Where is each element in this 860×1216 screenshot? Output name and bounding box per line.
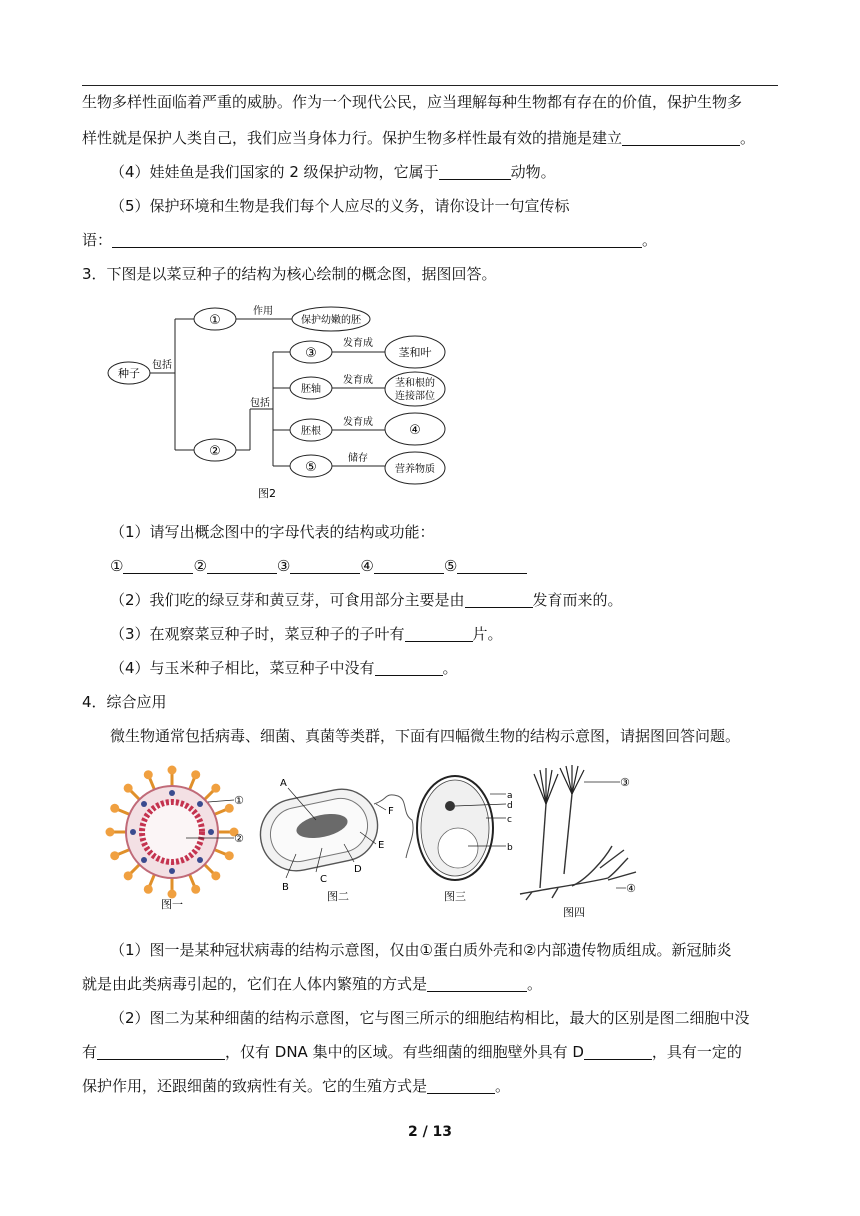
label-1: ① <box>234 794 244 807</box>
question-item: （5）保护环境和生物是我们每个人应尽的义务，请你设计一句宣传标 <box>110 197 570 215</box>
node-protect: 保护幼嫩的胚 <box>301 315 361 326</box>
question-item: （2）图二为某种细菌的结构示意图，它与图三所示的细胞结构相比，最大的区别是图二细胞中没 <box>110 1009 750 1027</box>
label-f: F <box>388 806 394 817</box>
node-4: ④ <box>409 423 421 438</box>
question-intro: 微生物通常包括病毒、细菌、真菌等类群，下面有四幅微生物的结构示意图，请据图回答问题。 <box>110 727 741 745</box>
answer-blank[interactable] <box>427 976 527 992</box>
answer-blank[interactable] <box>439 164 511 180</box>
node-3: ③ <box>305 346 317 361</box>
answer-blank[interactable] <box>290 558 360 574</box>
concept-map <box>100 296 460 506</box>
question-title: 3．下图是以菜豆种子的结构为核心绘制的概念图，据图回答。 <box>82 265 497 283</box>
node-germ: 胚轴 <box>301 384 321 395</box>
page-number: 2 / 13 <box>407 1124 453 1140</box>
node-1: ① <box>209 313 221 328</box>
label-b: b <box>507 843 513 853</box>
yeast-figure <box>410 774 520 906</box>
label-b: B <box>282 882 289 893</box>
node-2: ② <box>209 444 221 459</box>
figure-caption: 图四 <box>563 906 585 919</box>
mold-figure <box>512 764 652 924</box>
answer-blank[interactable] <box>622 130 740 146</box>
label-c: c <box>507 815 512 825</box>
edge-label: 作用 <box>253 306 273 317</box>
question-item: （3）在观察菜豆种子时，菜豆种子的子叶有 片。 <box>110 625 503 643</box>
text-line: 样性就是保护人类自己，我们应当身体力行。保护生物多样性最有效的措施是建立 。 <box>82 129 756 147</box>
node-radicle: 胚根 <box>301 426 321 437</box>
edge-label: 包括 <box>250 398 270 409</box>
label-a: a <box>507 791 513 801</box>
virus-figure <box>100 762 260 912</box>
answer-row: ① ② ③ ④ ⑤ <box>110 556 527 576</box>
edge-label: 储存 <box>348 453 368 464</box>
node-5: ⑤ <box>305 460 317 475</box>
figure-caption: 图二 <box>327 890 349 903</box>
label-4: ④ <box>626 882 636 895</box>
answer-blank[interactable] <box>97 1044 225 1060</box>
answer-blank[interactable] <box>405 626 473 642</box>
label-d: d <box>507 801 513 811</box>
node-connection: 连接部位 <box>395 391 435 402</box>
figure-caption: 图2 <box>258 487 276 500</box>
text-line: 保护作用，还跟细菌的致病性有关。它的生殖方式是 。 <box>82 1077 511 1095</box>
answer-blank[interactable] <box>427 1078 495 1094</box>
label-a: A <box>280 778 287 789</box>
label-2: ② <box>234 832 244 845</box>
answer-blank[interactable] <box>207 558 277 574</box>
node-stemleaf: 茎和叶 <box>398 346 432 359</box>
answer-blank[interactable] <box>457 558 527 574</box>
question-title: 4．综合应用 <box>82 693 167 711</box>
edge-label: 发育成 <box>343 417 373 428</box>
question-item: （1）请写出概念图中的字母代表的结构或功能： <box>110 523 435 541</box>
figure-caption: 图一 <box>161 898 183 911</box>
answer-blank[interactable] <box>584 1044 652 1060</box>
answer-blank[interactable] <box>375 660 443 676</box>
text-line: 生物多样性面临着严重的威胁。作为一个现代公民，应当理解每种生物都有存在的价值，保护生物多 <box>82 93 743 111</box>
edge-label: 发育成 <box>343 338 373 349</box>
node-seed: 种子 <box>118 367 140 380</box>
label-3: ③ <box>620 776 630 789</box>
node-connection: 茎和根的 <box>395 378 435 389</box>
text-line: 有 ，仅有 DNA 集中的区域。有些细菌的细胞壁外具有 D ，具有一定的 <box>82 1043 742 1061</box>
label-c: C <box>320 874 327 885</box>
figure-caption: 图三 <box>444 890 466 903</box>
answer-blank[interactable] <box>112 232 642 248</box>
edge-label: 发育成 <box>343 375 373 386</box>
question-item: （2）我们吃的绿豆芽和黄豆芽，可食用部分主要是由 发育而来的。 <box>110 591 623 609</box>
answer-blank[interactable] <box>465 592 533 608</box>
bacterium-figure <box>256 774 426 906</box>
question-item: （1）图一是某种冠状病毒的结构示意图，仅由①蛋白质外壳和②内部遗传物质组成。新冠肺炎 <box>110 941 732 959</box>
label-e: E <box>378 840 385 851</box>
text-line: 就是由此类病毒引起的，它们在人体内繁殖的方式是 。 <box>82 975 543 993</box>
text-line: 语： 。 <box>82 231 658 249</box>
answer-blank[interactable] <box>374 558 444 574</box>
edge-label: 包括 <box>152 360 172 371</box>
node-nutrient: 营养物质 <box>395 464 435 475</box>
label-d: D <box>354 864 362 875</box>
header-rule <box>82 85 778 86</box>
answer-blank[interactable] <box>123 558 193 574</box>
question-item: （4）娃娃鱼是我们国家的 2 级保护动物，它属于 动物。 <box>110 163 556 181</box>
question-item: （4）与玉米种子相比，菜豆种子中没有 。 <box>110 659 458 677</box>
